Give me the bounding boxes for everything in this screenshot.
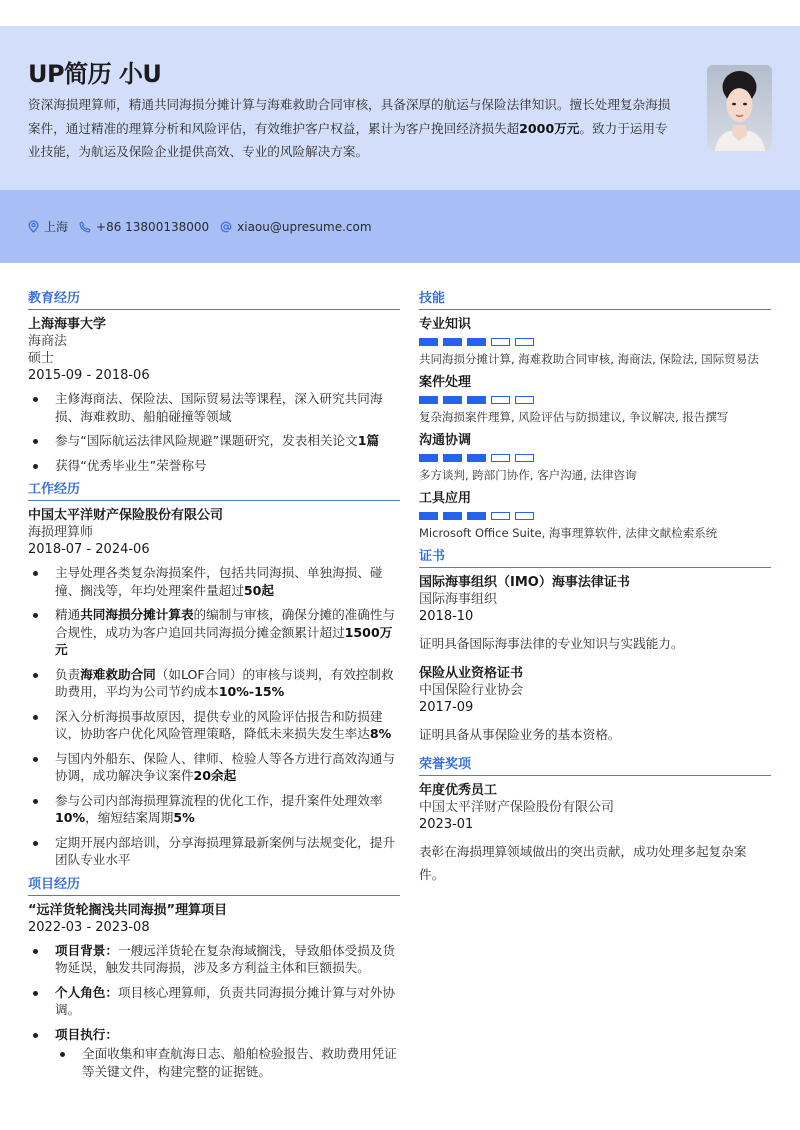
bullet-item: 深入分析海损事故原因，提供专业的风险评估报告和防损建议，协助客户优化风险管理策略，降低未来损失发生率达8% [28, 708, 400, 743]
skill-level-filled [443, 396, 462, 404]
skills-list [419, 316, 771, 541]
sub-bullet-list [55, 1045, 400, 1080]
major: 海商法 [28, 334, 68, 349]
work-bullets [28, 564, 400, 869]
entry-item [419, 782, 771, 886]
entry-date: 2017-09 [419, 700, 474, 715]
portrait-image [707, 65, 772, 151]
certificates-section [419, 548, 771, 746]
contact-location [28, 218, 68, 235]
entry-title: 年度优秀员工 [419, 783, 498, 798]
skill-description: 共同海损分摊计算, 海难救助合同审核, 海商法, 保险法, 国际贸易法 [419, 352, 759, 366]
skill-level-filled [419, 338, 438, 346]
skill-level-filled [443, 512, 462, 520]
skill-item [419, 432, 771, 483]
education-section [28, 290, 400, 474]
at-sign-icon [220, 221, 232, 233]
bullet-item: 与国内外船东、保险人、律师、检验人等各方进行高效沟通与协调，成功解决争议案件20余起 [28, 750, 400, 785]
left-column [28, 290, 400, 1087]
skill-level-filled [443, 338, 462, 346]
entry-description: 证明具备国际海事法律的专业知识与实践能力。 [419, 636, 684, 651]
school-name: 上海海事大学 [28, 317, 107, 332]
skill-name: 案件处理 [419, 375, 472, 390]
section-title-projects: 项目经历 [28, 876, 400, 896]
section-title-work: 工作经历 [28, 481, 400, 501]
skill-level-empty [491, 396, 510, 404]
entry-title: 保险从业资格证书 [419, 666, 524, 681]
contact-email [220, 220, 371, 234]
skill-level-filled [419, 454, 438, 462]
skill-level-filled [419, 396, 438, 404]
work-section [28, 481, 400, 869]
skill-level-bar [419, 454, 771, 462]
contact-phone [79, 220, 209, 234]
skill-item [419, 316, 771, 367]
candidate-name: UP简历 小U [28, 60, 162, 88]
bullet-item: 参与公司内部海损理算流程的优化工作，提升案件处理效率10%，缩短结案周期5% [28, 792, 400, 827]
skill-level-filled [443, 454, 462, 462]
skill-level-bar [419, 396, 771, 404]
job-role: 海损理算师 [28, 525, 94, 540]
skill-name: 专业知识 [419, 317, 472, 332]
contact-row [28, 218, 383, 235]
bullet-item: 参与“国际航运法律风险规避”课题研究，发表相关论文1篇 [28, 432, 400, 450]
section-title-skills: 技能 [419, 290, 771, 310]
skill-level-bar [419, 512, 771, 520]
skill-level-bar [419, 338, 771, 346]
bullet-item: 项目背景：一艘远洋货轮在复杂海域搁浅，导致船体受损及货物延误，触发共同海损，涉及多方利益主体和巨额损失。 [28, 942, 400, 977]
bullet-item: 负责海难救助合同（如LOF合同）的审核与谈判，有效控制救助费用，平均为公司节约成本10%-15% [28, 666, 400, 701]
entry-description: 证明具备从事保险业务的基本资格。 [419, 727, 621, 742]
skill-level-filled [467, 512, 486, 520]
email-text[interactable]: xiaou@upresume.com [237, 219, 372, 234]
entry-issuer: 中国太平洋财产保险股份有限公司 [419, 800, 615, 815]
skills-section [419, 290, 771, 541]
project-bullets [28, 942, 400, 1081]
work-date: 2018-07 - 2024-06 [28, 542, 150, 557]
entry-issuer: 中国保险行业协会 [419, 683, 524, 698]
entry-date: 2018-10 [419, 609, 474, 624]
bullet-item: 主修海商法、保险法、国际贸易法等课程，深入研究共同海损、海难救助、船舶碰撞等领域 [28, 390, 400, 425]
skill-name: 沟通协调 [419, 433, 472, 448]
certificates-list [419, 574, 771, 746]
avatar [707, 65, 772, 151]
skill-level-filled [467, 338, 486, 346]
bullet-item: 获得“优秀毕业生”荣誉称号 [28, 457, 400, 475]
degree: 硕士 [28, 351, 55, 366]
skill-level-empty [515, 454, 534, 462]
skill-level-empty [491, 512, 510, 520]
skill-description: 多方谈判, 跨部门协作, 客户沟通, 法律咨询 [419, 468, 637, 482]
entry-item [419, 665, 771, 746]
skill-level-empty [491, 454, 510, 462]
project-item [28, 902, 400, 1081]
entry-description: 表彰在海损理算领域做出的突出贡献，成功处理多起复杂案件。 [419, 844, 747, 882]
skill-description: 复杂海损案件理算, 风险评估与防损建议, 争议解决, 报告撰写 [419, 410, 729, 424]
skill-level-empty [515, 338, 534, 346]
phone-text[interactable]: +86 13800138000 [96, 219, 210, 234]
right-column [419, 290, 771, 896]
skill-level-filled [419, 512, 438, 520]
bullet-item: 个人角色：项目核心理算师，负责共同海损分摊计算与对外协调。 [28, 984, 400, 1019]
bullet-item: 主导处理各类复杂海损案件，包括共同海损、单独海损、碰撞、搁浅等，年均处理案件量超过50起 [28, 564, 400, 599]
skill-item [419, 374, 771, 425]
skill-level-empty [515, 396, 534, 404]
education-bullets [28, 390, 400, 474]
phone-icon [79, 221, 91, 233]
location-text: 上海 [44, 220, 69, 234]
skill-description: Microsoft Office Suite, 海事理算软件, 法律文献检索系统 [419, 526, 718, 540]
sub-bullet-item: 全面收集和审查航海日志、船舶检验报告、救助费用凭证等关键文件，构建完整的证据链。 [55, 1045, 400, 1080]
skill-level-empty [515, 512, 534, 520]
awards-list [419, 782, 771, 886]
skill-level-filled [467, 396, 486, 404]
education-date: 2015-09 - 2018-06 [28, 368, 150, 383]
entry-date: 2023-01 [419, 817, 474, 832]
company-name: 中国太平洋财产保险股份有限公司 [28, 508, 224, 523]
map-pin-icon [28, 220, 39, 233]
project-section [28, 876, 400, 1081]
bullet-item: 定期开展内部培训，分享海损理算最新案例与法规变化，提升团队专业水平 [28, 834, 400, 869]
skill-level-empty [491, 338, 510, 346]
skill-item [419, 490, 771, 541]
project-date: 2022-03 - 2023-08 [28, 919, 150, 935]
bullet-item: 精通共同海损分摊计算表的编制与审核，确保分摊的准确性与合规性，成功为客户追回共同海损分摊金额累计超过1500万元 [28, 606, 400, 659]
section-title-education: 教育经历 [28, 290, 400, 310]
skill-level-filled [467, 454, 486, 462]
entry-item [419, 574, 771, 655]
section-title-certificates: 证书 [419, 548, 771, 568]
project-name: “远洋货轮搁浅共同海损”理算项目 [28, 902, 228, 918]
entry-title: 国际海事组织（IMO）海事法律证书 [419, 575, 630, 590]
bullet-item: 项目执行： 全面收集和审查航海日志、船舶检验报告、救助费用凭证等关键文件，构建完整的证据链。 [28, 1026, 400, 1081]
work-item [28, 507, 400, 869]
section-title-awards: 荣誉奖项 [419, 756, 771, 776]
skill-name: 工具应用 [419, 491, 472, 506]
profile-summary: 资深海损理算师，精通共同海损分摊计算与海难救助合同审核，具备深厚的航运与保险法律知识。擅长处理复杂海损案件，通过精准的理算分析和风险评估，有效维护客户权益，累计为客户挽回经济损失超2000万元。致力于运用专业技能，为航运及保险企业提供高效、专业的风险解决方案。 [28, 97, 671, 159]
entry-issuer: 国际海事组织 [419, 592, 498, 607]
education-item [28, 316, 400, 474]
awards-section [419, 756, 771, 886]
